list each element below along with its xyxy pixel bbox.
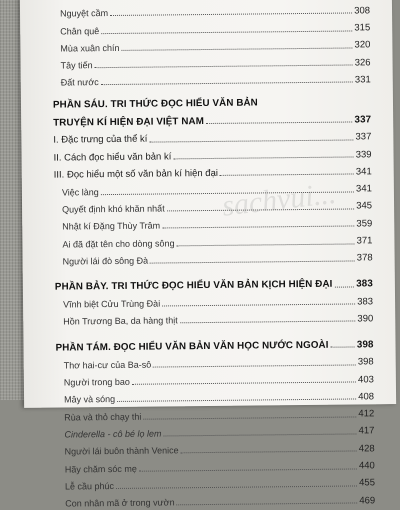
toc-item: Nhật kí Đặng Thùy Trâm 359 [62, 218, 373, 232]
toc-section: III. Đọc hiểu một số văn bản kí hiện đại 341 [53, 166, 372, 181]
toc-item: Nguyệt cầm 308 [59, 5, 371, 19]
toc-item: Hãy chăm sóc mẹ 440 [64, 460, 375, 475]
toc-item: Chân quê 315 [60, 22, 371, 37]
toc-item: Ai đã đặt tên cho dòng sông 371 [62, 235, 373, 250]
toc-item: Việc làng 341 [61, 183, 372, 198]
toc-item: Người lái đò sông Đà 378 [62, 252, 373, 267]
part6-heading-cont: TRUYỆN KÍ HIỆN ĐẠI VIỆT NAM 337 [53, 113, 372, 129]
toc-item: Hồn Trương Ba, da hàng thịt 390 [63, 313, 374, 327]
toc-item: Cinderella - cô bé lọ lem 417 [64, 425, 375, 440]
toc-item: Thơ hai-cư của Ba-sô 398 [63, 356, 374, 371]
toc-item: Người lái buôn thành Venice 428 [64, 443, 375, 457]
part6-heading: PHẦN SÁU. TRI THỨC ĐỌC HIỂU VĂN BẢN [52, 97, 258, 111]
part8-heading: PHẦN TÁM. ĐỌC HIỂU VĂN BẢN VĂN HỌC NƯỚC NGOÀI 398 [55, 338, 374, 354]
toc-item: Con nhân mã ở trong vườn 469 [65, 494, 376, 509]
watermark: sachvui... [220, 176, 338, 223]
book-page [20, 0, 396, 509]
toc-item: Vĩnh biệt Cửu Trùng Đài 383 [63, 295, 374, 310]
toc-item: Mây và sóng 408 [64, 391, 375, 405]
toc-item: Lễ cầu phúc 455 [64, 477, 376, 492]
toc-section: II. Cách đọc hiểu văn bản kí 339 [53, 148, 372, 164]
part7-heading: PHẦN BẢY. TRI THỨC ĐỌC HIỂU VĂN BẢN KỊCH HIỆN ĐẠI 383 [54, 278, 373, 293]
toc-item: Quyết định khó khăn nhất 345 [62, 200, 373, 215]
toc-item: Tây tiến 326 [60, 56, 371, 71]
toc-item: Người trong bao 403 [63, 373, 374, 388]
toc-item: Mùa xuân chín 320 [60, 39, 371, 54]
toc-section: I. Đặc trưng của thể kí 337 [53, 131, 372, 146]
table-of-contents [52, 0, 375, 509]
toc-item: Đất nước 331 [60, 74, 371, 89]
toc-item: Rùa và thỏ chạy thi 412 [64, 408, 375, 423]
